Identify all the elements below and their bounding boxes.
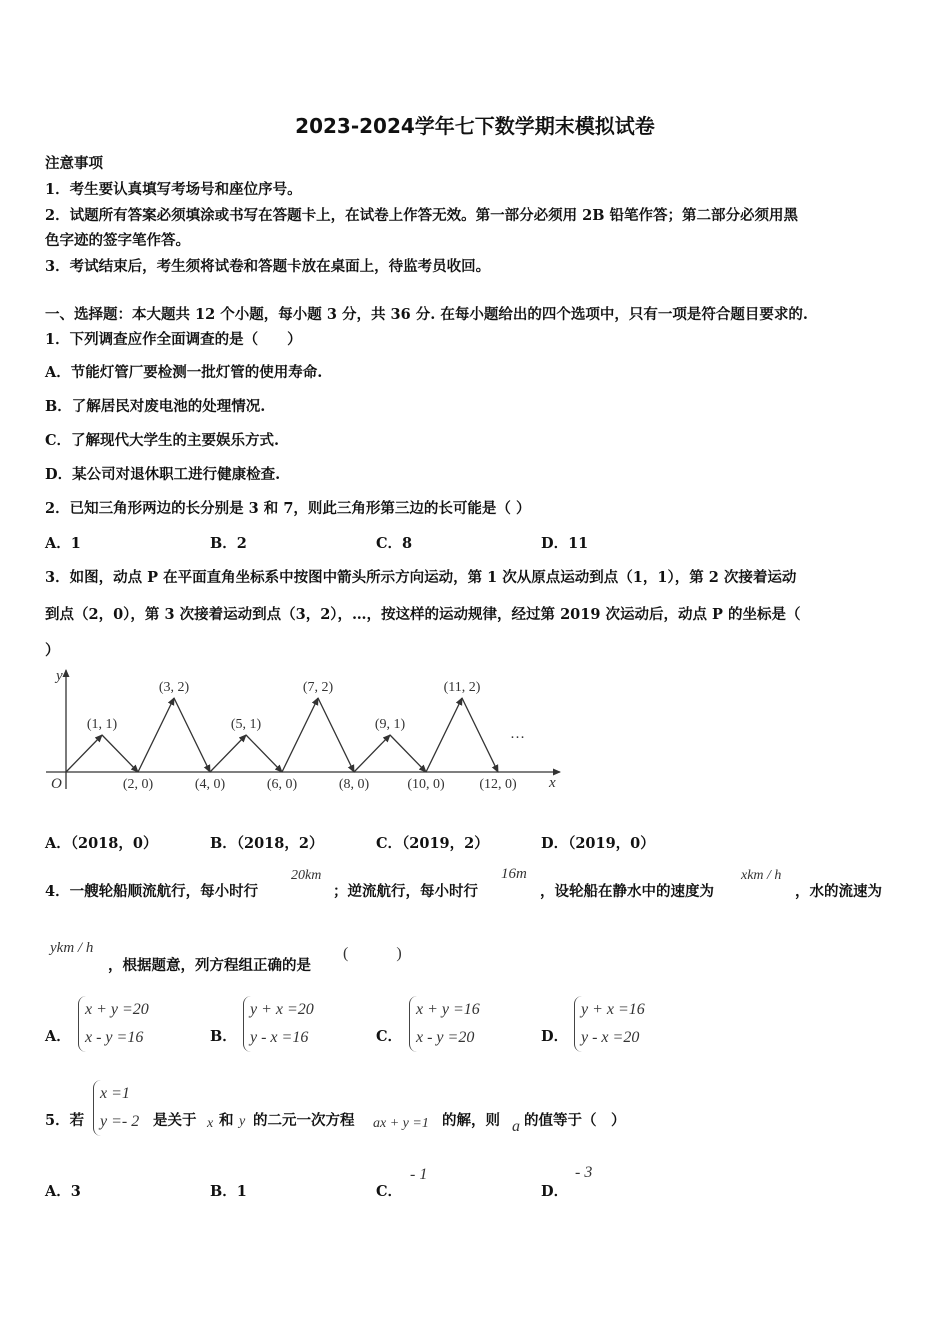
- q3-figure: [38, 664, 568, 799]
- q5-var-a: a: [512, 1118, 520, 1135]
- q5-option-d-value: - 3: [575, 1164, 593, 1181]
- q1-stem: 1．下列调查应作全面调查的是（ ）: [45, 331, 302, 348]
- zero-label: (10, 0): [407, 777, 445, 792]
- q4-text-4: ，水的流速为: [795, 883, 882, 900]
- x-axis-label: x: [549, 775, 556, 791]
- q4-option-a-label: A．: [45, 1028, 71, 1045]
- path-segment: [462, 698, 498, 772]
- q5-option-d-label: D．: [541, 1183, 569, 1200]
- peak-label: (1, 1): [86, 717, 118, 732]
- q2-option-a: A．1: [45, 535, 81, 552]
- peak-label: (9, 1): [374, 717, 406, 732]
- peak-label: (3, 2): [158, 680, 190, 695]
- q2-option-c: C．8: [376, 535, 413, 552]
- section-heading: 一、选择题：本大题共 12 个小题，每小题 3 分，共 36 分. 在每小题给出的四个选项中，只有一项是符合题目要求的.: [45, 306, 808, 323]
- path-segment: [282, 698, 318, 772]
- path-segment: [138, 698, 174, 772]
- q4-formula-16m: 16m: [501, 866, 527, 882]
- q5-system: x =1 y =- 2: [93, 1080, 139, 1136]
- q5-text-1: 是关于: [153, 1112, 197, 1129]
- q4-text-1: 4．一艘轮船顺流航行，每小时行: [45, 883, 259, 900]
- q4-text-3: ，设轮船在静水中的速度为: [540, 883, 714, 900]
- path-segment: [318, 698, 354, 772]
- q3-option-b: B．（2018，2）: [210, 835, 324, 852]
- peak-label: (5, 1): [230, 717, 262, 732]
- notes-item: 3．考试结束后，考生须将试卷和答题卡放在桌面上，待监考员收回。: [45, 258, 491, 275]
- q3-stem-line2: 到点（2，0），第 3 次接着运动到点（3，2），…，按这样的运动规律，经过第 2019 次运动后，动点 P 的坐标是（: [45, 606, 801, 623]
- peak-label: (7, 2): [302, 680, 334, 695]
- q4-text-5: ，根据题意，列方程组正确的是: [108, 957, 311, 974]
- q5-option-c-label: C．: [376, 1183, 403, 1200]
- q5-text-4: 的解，则: [442, 1112, 500, 1129]
- path-segment: [102, 735, 138, 772]
- q4-option-b-system: y + x =20 y - x =16: [243, 996, 314, 1052]
- q5-var-y: y: [239, 1114, 246, 1129]
- q4-option-c-label: C．: [376, 1028, 403, 1045]
- q5-equation: ax + y =1: [373, 1116, 429, 1131]
- notes-heading: 注意事项: [45, 155, 103, 172]
- zero-label: (6, 0): [266, 777, 298, 792]
- q5-text-3: 的二元一次方程: [253, 1112, 355, 1129]
- peak-label: (11, 2): [443, 680, 481, 695]
- path-segment: [354, 735, 390, 772]
- zero-label: (2, 0): [122, 777, 154, 792]
- q5-var-x: x: [207, 1116, 214, 1131]
- q5-prefix: 5．若: [45, 1112, 85, 1129]
- q4-formula-x: xkm / h: [741, 868, 782, 883]
- q1-option-c: C．了解现代大学生的主要娱乐方式.: [45, 432, 280, 449]
- q4-option-d-system: y + x =16 y - x =20: [574, 996, 645, 1052]
- q3-option-c: C．（2019，2）: [376, 835, 489, 852]
- notes-item: 2．试题所有答案必须填涂或书写在答题卡上，在试卷上作答无效。第一部分必须用 2B 铅笔作答；第二部分必须用黑: [45, 207, 799, 224]
- path-segment: [390, 735, 426, 772]
- q4-text-2: ；逆流航行，每小时行: [333, 883, 478, 900]
- q5-text-2: 和: [219, 1112, 234, 1129]
- path-segment: [66, 735, 102, 772]
- q4-option-d-label: D．: [541, 1028, 569, 1045]
- q5-option-a: A．3: [45, 1183, 81, 1200]
- notes-item: 1．考生要认真填写考场号和座位序号。: [45, 181, 302, 198]
- path-segment: [210, 735, 246, 772]
- path-segment: [174, 698, 210, 772]
- notes-item: 色字迹的签字笔作答。: [45, 232, 190, 249]
- q5-option-b: B．1: [210, 1183, 247, 1200]
- page-title: 2023-2024学年七下数学期末模拟试卷: [295, 114, 655, 138]
- q3-option-d: D．（2019，0）: [541, 835, 655, 852]
- zero-label: (8, 0): [338, 777, 370, 792]
- q3-stem-line3: ）: [45, 642, 60, 659]
- path-segment: [426, 698, 462, 772]
- q4-formula-y: ykm / h: [50, 940, 94, 956]
- q2-stem: 2．已知三角形两边的长分别是 3 和 7，则此三角形第三边的长可能是（ ）: [45, 500, 531, 517]
- q5-text-5: 的值等于（ ）: [524, 1112, 626, 1129]
- q4-option-b-label: B．: [210, 1028, 237, 1045]
- zero-label: (12, 0): [479, 777, 517, 792]
- q2-option-b: B．2: [210, 535, 247, 552]
- zero-label: (4, 0): [194, 777, 226, 792]
- ellipsis: …: [510, 726, 525, 742]
- q1-option-b: B．了解居民对废电池的处理情况.: [45, 398, 266, 415]
- origin-label: O: [51, 776, 62, 792]
- path-segment: [246, 735, 282, 772]
- q4-option-a-system: x + y =20 x - y =16: [78, 996, 149, 1052]
- q5-option-c-value: - 1: [410, 1166, 428, 1183]
- q1-option-d: D．某公司对退休职工进行健康检查.: [45, 466, 281, 483]
- q3-option-a: A．（2018，0）: [45, 835, 158, 852]
- q1-option-a: A．节能灯管厂要检测一批灯管的使用寿命.: [45, 364, 323, 381]
- y-axis-label: y: [56, 668, 63, 684]
- q3-stem-line1: 3．如图，动点 P 在平面直角坐标系中按图中箭头所示方向运动，第 1 次从原点运动到点（1，1），第 2 次接着运动: [45, 569, 797, 586]
- q2-option-d: D．11: [541, 535, 589, 552]
- q4-formula-20km: 20km: [291, 868, 322, 883]
- q4-answer-paren: ( ): [343, 945, 402, 962]
- q4-option-c-system: x + y =16 x - y =20: [409, 996, 480, 1052]
